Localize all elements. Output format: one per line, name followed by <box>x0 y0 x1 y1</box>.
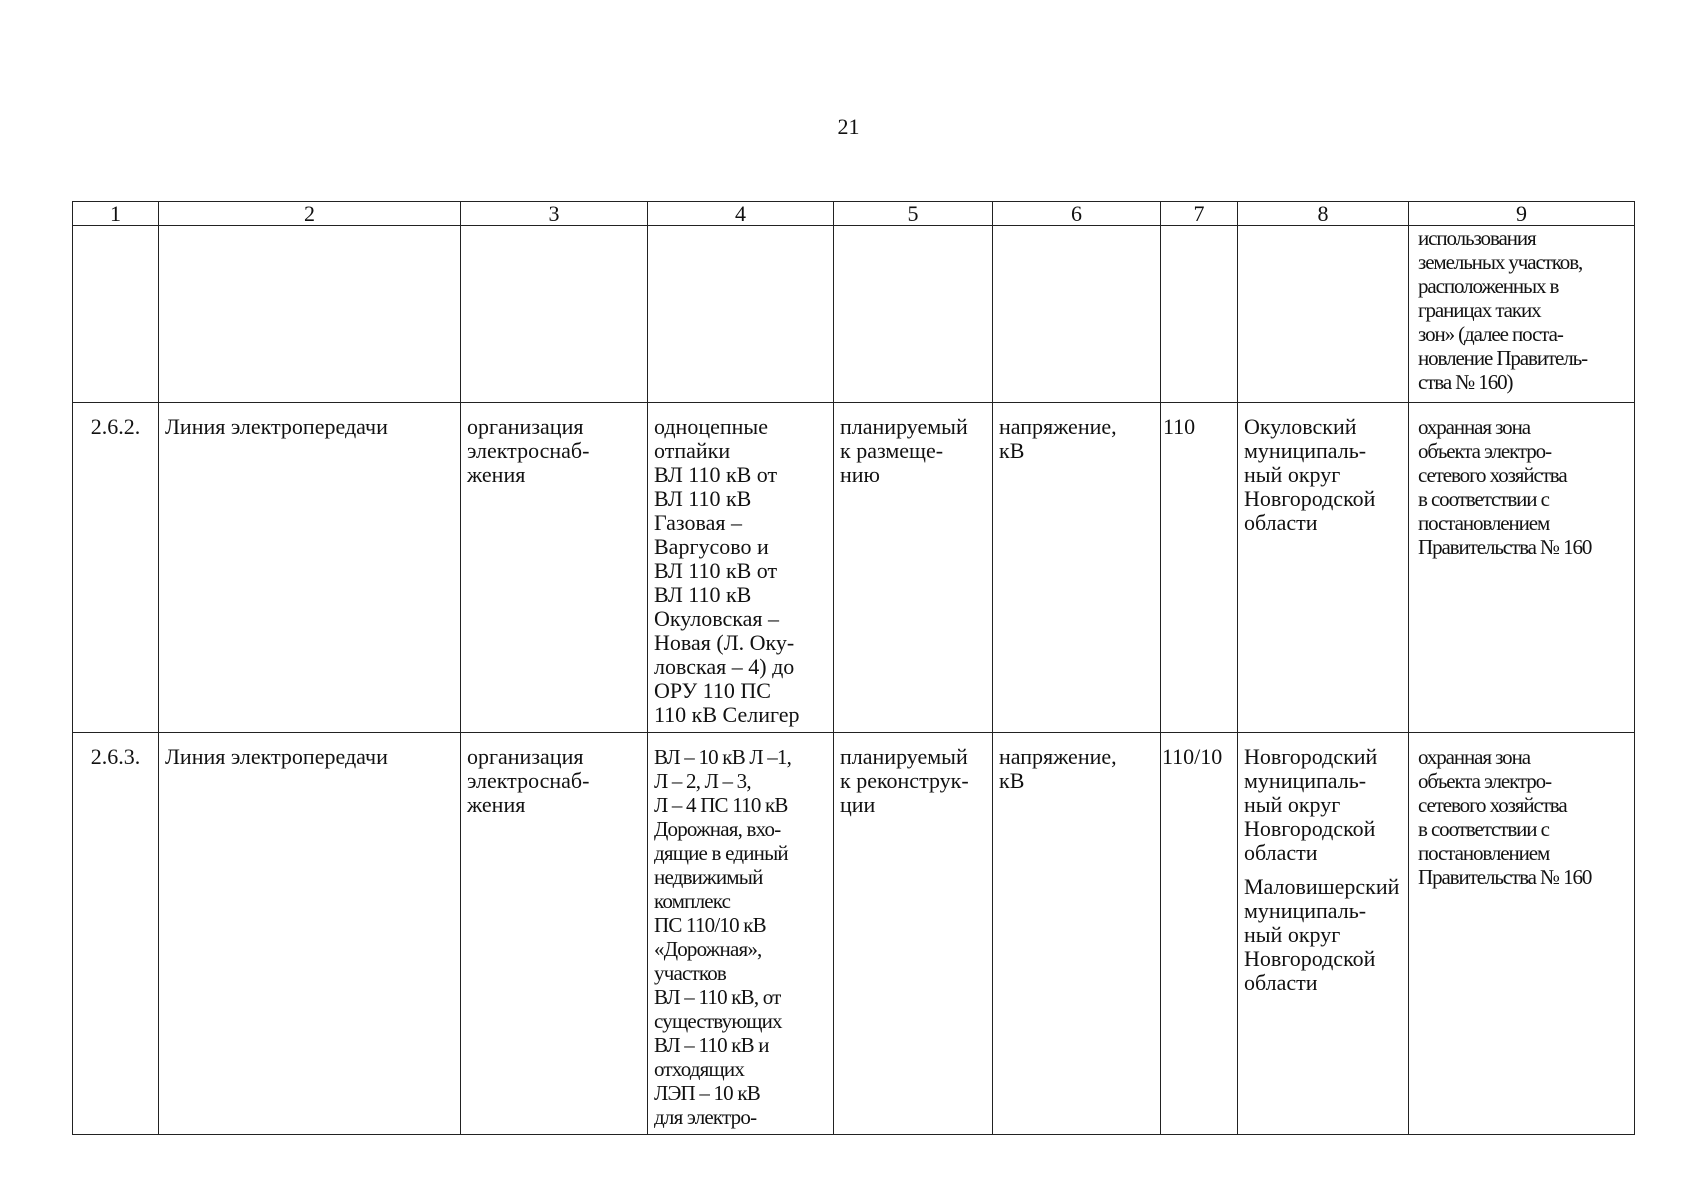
zone-description: охранная зона объекта электро- сетевого хозяйства в соответствии с постановлением Правительства № 160 <box>1409 733 1635 1135</box>
row-number: 2.6.3. <box>73 733 159 1135</box>
object-description: ВЛ – 10 кВ Л –1, Л – 2, Л – 3, Л – 4 ПС 110 кВ Дорожная, вхо- дящие в единый недвижимый комплекс ПС 110/10 кВ «Дорожная», участков ВЛ – 110 кВ, от существующих ВЛ – 110 кВ и отходящих ЛЭП – 10 кВ для электро- <box>648 733 834 1135</box>
characteristic-name: напряжение, кВ <box>993 403 1161 733</box>
column-header: 7 <box>1161 202 1238 226</box>
object-description: одноцепные отпайки ВЛ 110 кВ от ВЛ 110 кВ Газовая – Варгусово и ВЛ 110 кВ от ВЛ 110 кВ Окуловская – Новая (Л. Оку- ловская – 4) до ОРУ 110 ПС 110 кВ Селигер <box>648 403 834 733</box>
column-header: 9 <box>1409 202 1635 226</box>
characteristic-value: 110 <box>1161 403 1238 733</box>
object-name: Линия электропередачи <box>159 733 461 1135</box>
object-location: Новгородский муниципаль- ный округ Новгородской области Маловишерский муниципаль- ный округ Новгородской области <box>1238 733 1409 1135</box>
page-number: 21 <box>837 114 860 139</box>
column-header: 5 <box>834 202 993 226</box>
object-name: Линия электропередачи <box>159 403 461 733</box>
object-purpose: организация электроснаб- жения <box>461 733 648 1135</box>
column-header: 2 <box>159 202 461 226</box>
table-row <box>73 403 1635 733</box>
characteristic-value: 110/10 <box>1161 733 1238 1135</box>
continuation-cell: использования земельных участков, расположенных в границах таких зон» (далее поста- новление Правитель- ства № 160) <box>1409 226 1635 403</box>
characteristic-name: напряжение, кВ <box>993 733 1161 1135</box>
column-header: 1 <box>73 202 159 226</box>
table-row <box>73 733 1635 1135</box>
zone-description: охранная зона объекта электро- сетевого хозяйства в соответствии с постановлением Правительства № 160 <box>1409 403 1635 733</box>
object-status: планируемый к реконструк- ции <box>834 733 993 1135</box>
column-header: 6 <box>993 202 1161 226</box>
column-header: 4 <box>648 202 834 226</box>
table-row-continuation <box>73 226 1635 403</box>
object-location: Окуловский муниципаль- ный округ Новгородской области <box>1238 403 1409 733</box>
column-header: 8 <box>1238 202 1409 226</box>
object-purpose: организация электроснаб- жения <box>461 403 648 733</box>
row-number: 2.6.2. <box>73 403 159 733</box>
header-row <box>73 202 1635 226</box>
data-table <box>72 201 1635 1135</box>
column-header: 3 <box>461 202 648 226</box>
object-status: планируемый к размеще- нию <box>834 403 993 733</box>
